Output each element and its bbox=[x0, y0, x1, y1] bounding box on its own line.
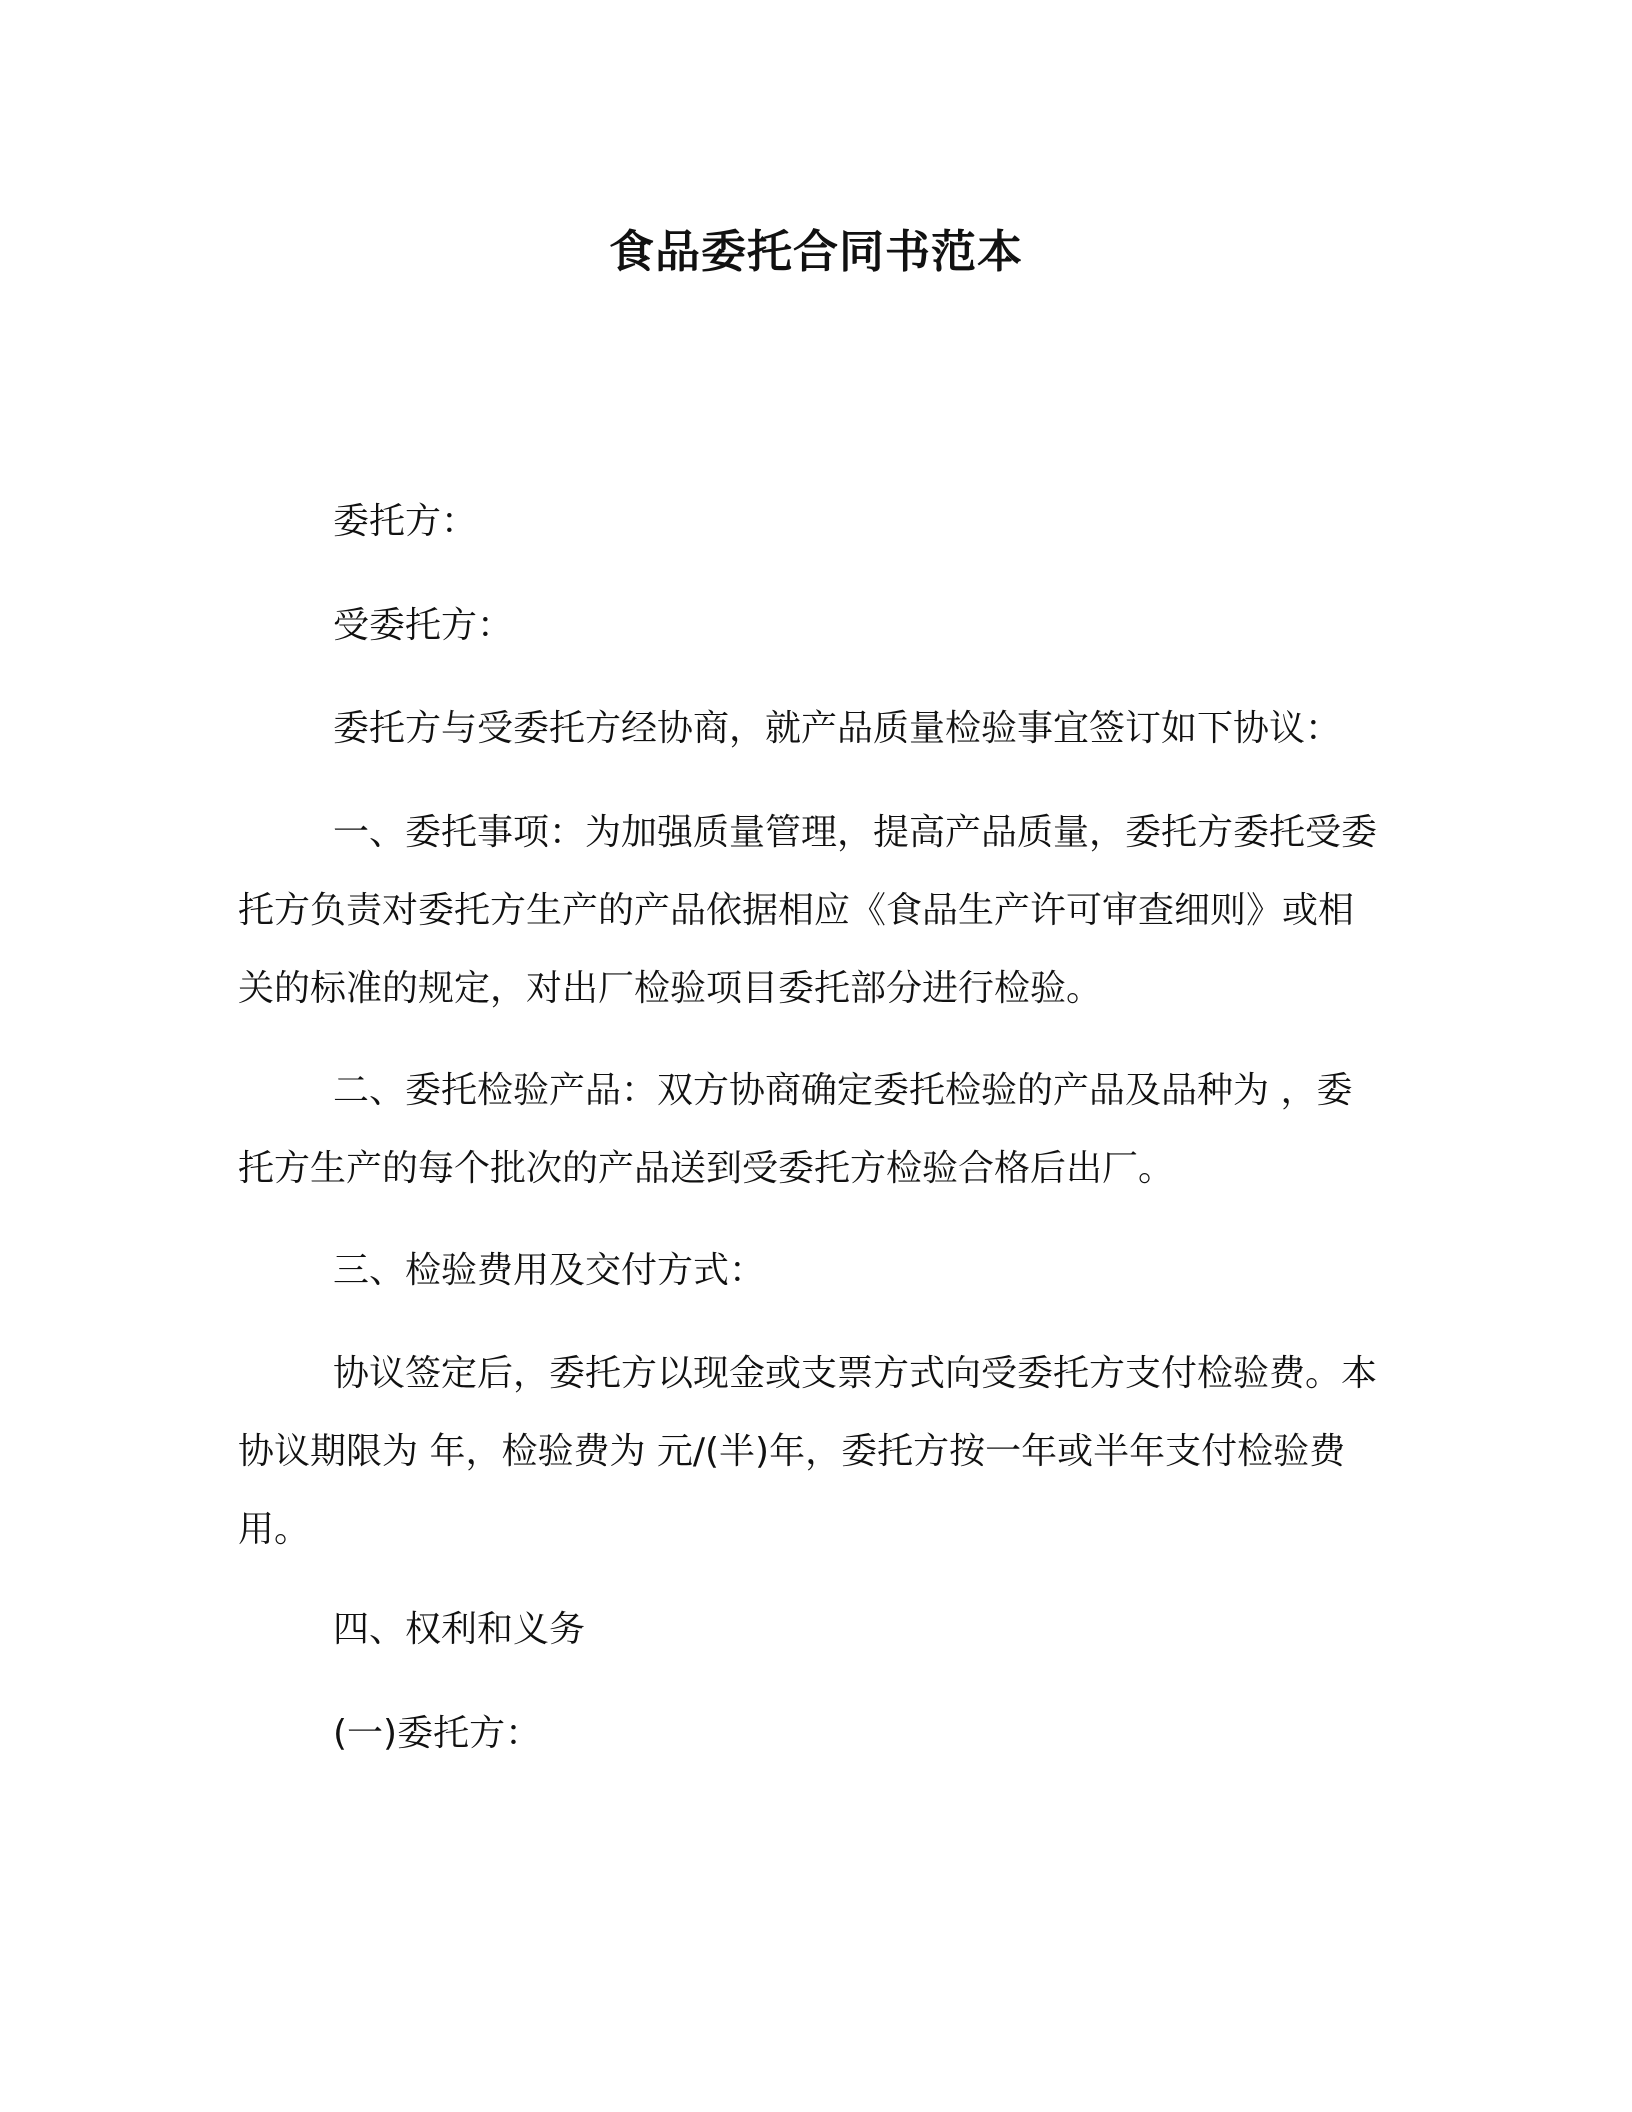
paragraph-clause-1: 一、委托事项：为加强质量管理，提高产品质量，委托方委托受委托方负责对委托方生产的产品依据相应《食品生产许可审查细则》或相关的标准的规定，对出厂检验项目委托部分进行检验。 bbox=[238, 812, 1378, 1009]
paragraph-clause-2: 二、委托检验产品：双方协商确定委托检验的产品及品种为 ，委托方生产的每个批次的产品送到受委托方检验合格后出厂。 bbox=[238, 1070, 1353, 1189]
paragraph-party-b: 受委托方： bbox=[333, 605, 514, 646]
paragraph-clause-3: 三、检验费用及交付方式： bbox=[333, 1250, 766, 1291]
document-title: 食品委托合同书范本 bbox=[608, 225, 1023, 278]
paragraph-subclause-1: (一)委托方： bbox=[333, 1713, 542, 1754]
paragraph-intro: 委托方与受委托方经协商，就产品质量检验事宜签订如下协议： bbox=[333, 708, 1342, 749]
paragraph-payment: 协议签定后，委托方以现金或支票方式向受委托方支付检验费。本协议期限为 年，检验费为 元/(半)年，委托方按一年或半年支付检验费用。 bbox=[238, 1353, 1378, 1550]
paragraph-clause-4: 四、权利和义务 bbox=[333, 1609, 586, 1650]
paragraph-party-a: 委托方： bbox=[333, 501, 478, 542]
